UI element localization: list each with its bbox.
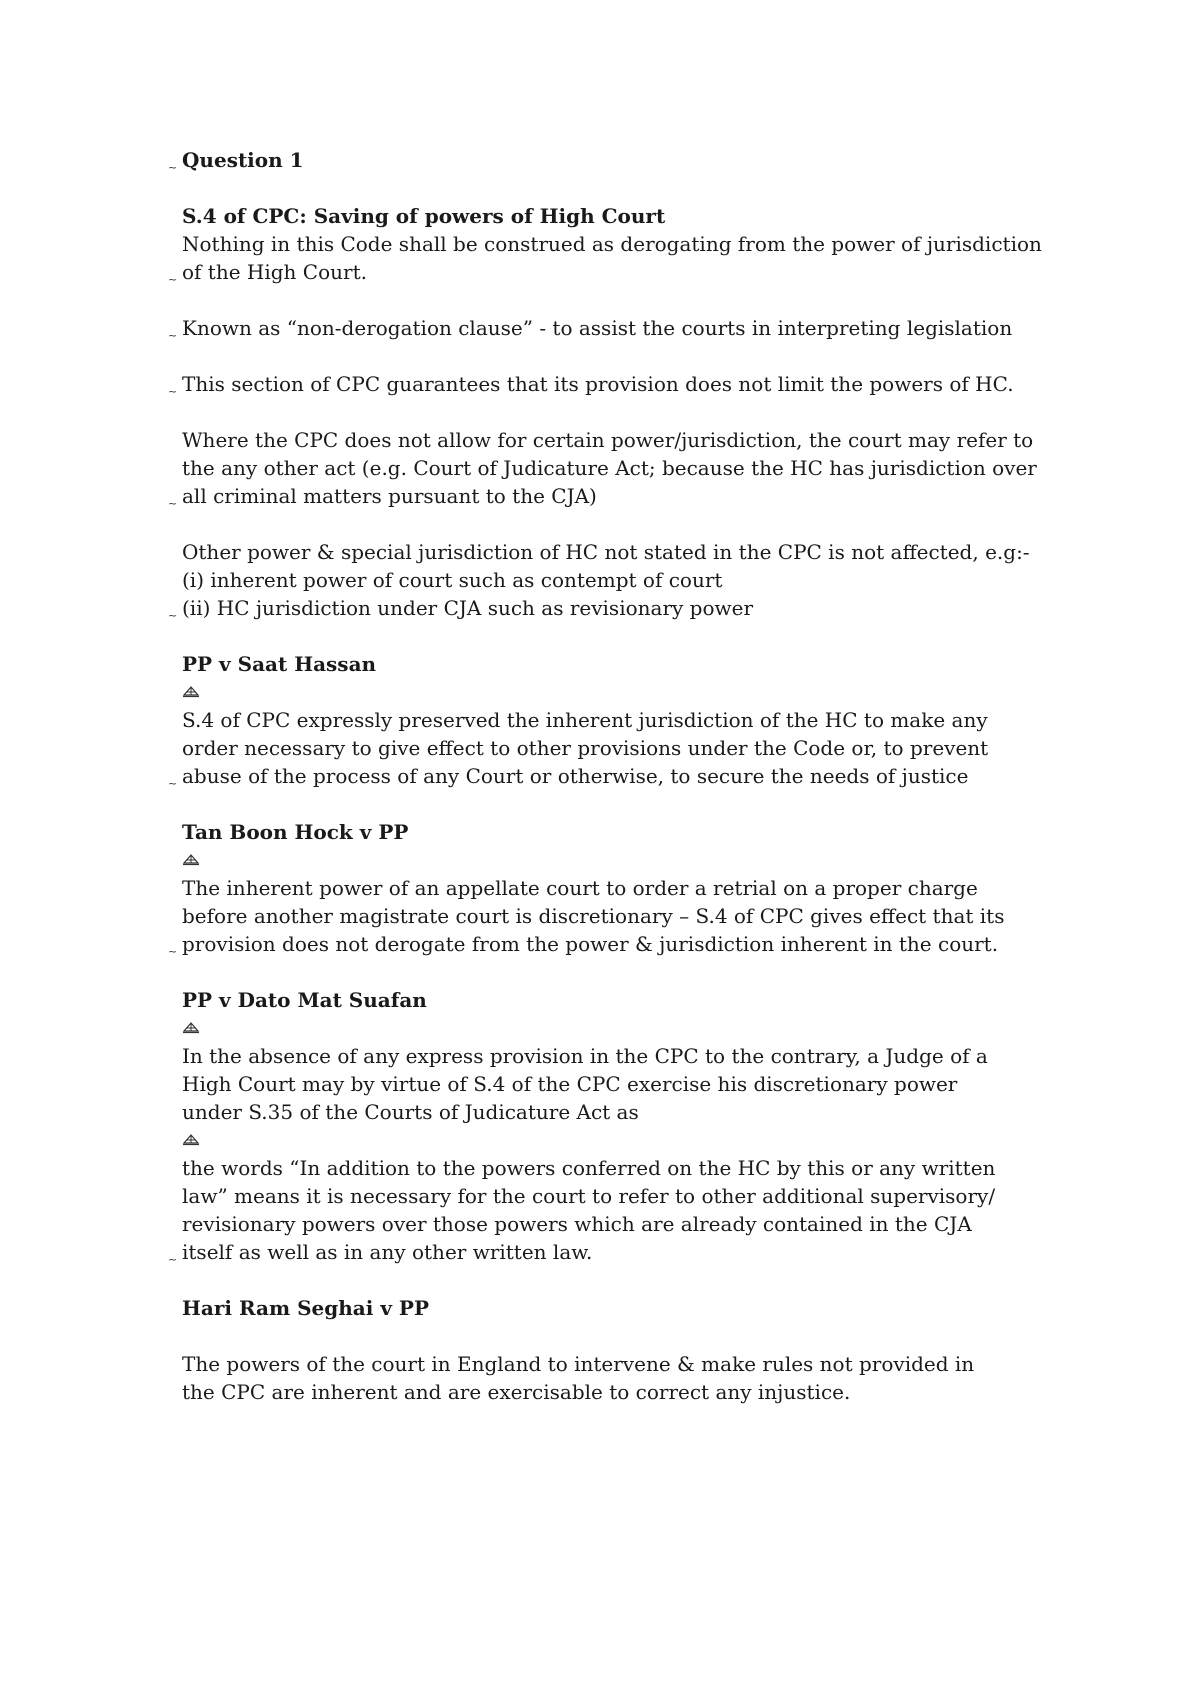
text-line: the CPC are inherent and are exercisable to correct any injustice.: [182, 1380, 851, 1404]
text-line: revisionary powers over those powers which are already contained in the CJA: [182, 1212, 972, 1236]
case-text: [182, 1042, 1042, 1126]
case-block: [168, 650, 1042, 790]
text-line: all criminal matters pursuant to the CJA): [182, 484, 597, 508]
paragraph-marker: ~: [168, 497, 178, 510]
gavel-icon: [182, 684, 200, 698]
paragraph-marker: ~: [168, 609, 178, 622]
paragraph-marker: ~: [168, 385, 178, 398]
paragraph-marker: ~: [168, 1253, 178, 1266]
question-title: Question 1: [182, 148, 304, 172]
case-text-continued: [182, 1154, 1042, 1266]
s4-block: [168, 202, 1042, 286]
case-text: [182, 1350, 1042, 1406]
text-line: Where the CPC does not allow for certain power/jurisdiction, the court may refer to: [182, 428, 1034, 452]
text-line: Other power & special jurisdiction of HC not stated in the CPC is not affected, e.g:-: [182, 540, 1030, 564]
case-title: Hari Ram Seghai v PP: [182, 1296, 429, 1320]
document-content: [168, 146, 1042, 1406]
text-line: The inherent power of an appellate court to order a retrial on a proper charge: [182, 876, 978, 900]
other-power-block: [168, 538, 1042, 622]
text-line: (i) inherent power of court such as contempt of court: [182, 568, 723, 592]
paragraph-marker: ~: [168, 945, 178, 958]
gavel-icon: [182, 1132, 200, 1146]
text-line: itself as well as in any other written law.: [182, 1240, 593, 1264]
paragraph-marker: ~: [168, 777, 178, 790]
other-act-text: [182, 426, 1042, 510]
case-title: PP v Dato Mat Suafan: [182, 988, 427, 1012]
known-as-text: Known as “non-derogation clause” - to assist the courts in interpreting legislation: [182, 316, 1013, 340]
case-block: [182, 1294, 1042, 1406]
text-line: (ii) HC jurisdiction under CJA such as revisionary power: [182, 596, 754, 620]
case-text: [182, 874, 1042, 958]
text-line: In the absence of any express provision in the CPC to the contrary, a Judge of a: [182, 1044, 988, 1068]
paragraph-marker: ~: [168, 161, 178, 174]
icon-row: [182, 1126, 1042, 1154]
guarantee-block: [168, 370, 1042, 398]
icon-row: [182, 678, 1042, 706]
case-block: [168, 818, 1042, 958]
text-line: High Court may by virtue of S.4 of the CPC exercise his discretionary power: [182, 1072, 958, 1096]
text-line: S.4 of CPC expressly preserved the inherent jurisdiction of the HC to make any: [182, 708, 988, 732]
paragraph-marker: ~: [168, 273, 178, 286]
case-title: PP v Saat Hassan: [182, 652, 377, 676]
gavel-icon: [182, 1020, 200, 1034]
gavel-icon: [182, 852, 200, 866]
text-line: The powers of the court in England to intervene & make rules not provided in: [182, 1352, 975, 1376]
paragraph-marker: ~: [168, 329, 178, 342]
text-line: of the High Court.: [182, 260, 367, 284]
text-line: law” means it is necessary for the court to refer to other additional supervisory/: [182, 1184, 996, 1208]
known-as-block: [168, 314, 1042, 342]
other-act-block: [168, 426, 1042, 510]
text-line: under S.35 of the Courts of Judicature Act as: [182, 1100, 639, 1124]
case-title: Tan Boon Hock v PP: [182, 820, 409, 844]
text-line: the words “In addition to the powers conferred on the HC by this or any written: [182, 1156, 996, 1180]
icon-row: [182, 1014, 1042, 1042]
text-line: provision does not derogate from the power & jurisdiction inherent in the court.: [182, 932, 999, 956]
text-line: abuse of the process of any Court or otherwise, to secure the needs of justice: [182, 764, 969, 788]
text-line: the any other act (e.g. Court of Judicature Act; because the HC has jurisdiction over: [182, 456, 1037, 480]
question-block: [168, 146, 1042, 174]
text-line: Nothing in this Code shall be construed as derogating from the power of jurisdiction: [182, 232, 1042, 256]
text-line: before another magistrate court is discretionary – S.4 of CPC gives effect that its: [182, 904, 1005, 928]
case-text: [182, 706, 1042, 790]
other-power-text: [182, 538, 1042, 622]
section-heading: S.4 of CPC: Saving of powers of High Court: [182, 204, 666, 228]
s4-text: [182, 230, 1042, 286]
case-block: [168, 986, 1042, 1266]
text-line: order necessary to give effect to other provisions under the Code or, to prevent: [182, 736, 989, 760]
icon-row: [182, 846, 1042, 874]
guarantee-text: This section of CPC guarantees that its provision does not limit the powers of HC.: [182, 372, 1014, 396]
